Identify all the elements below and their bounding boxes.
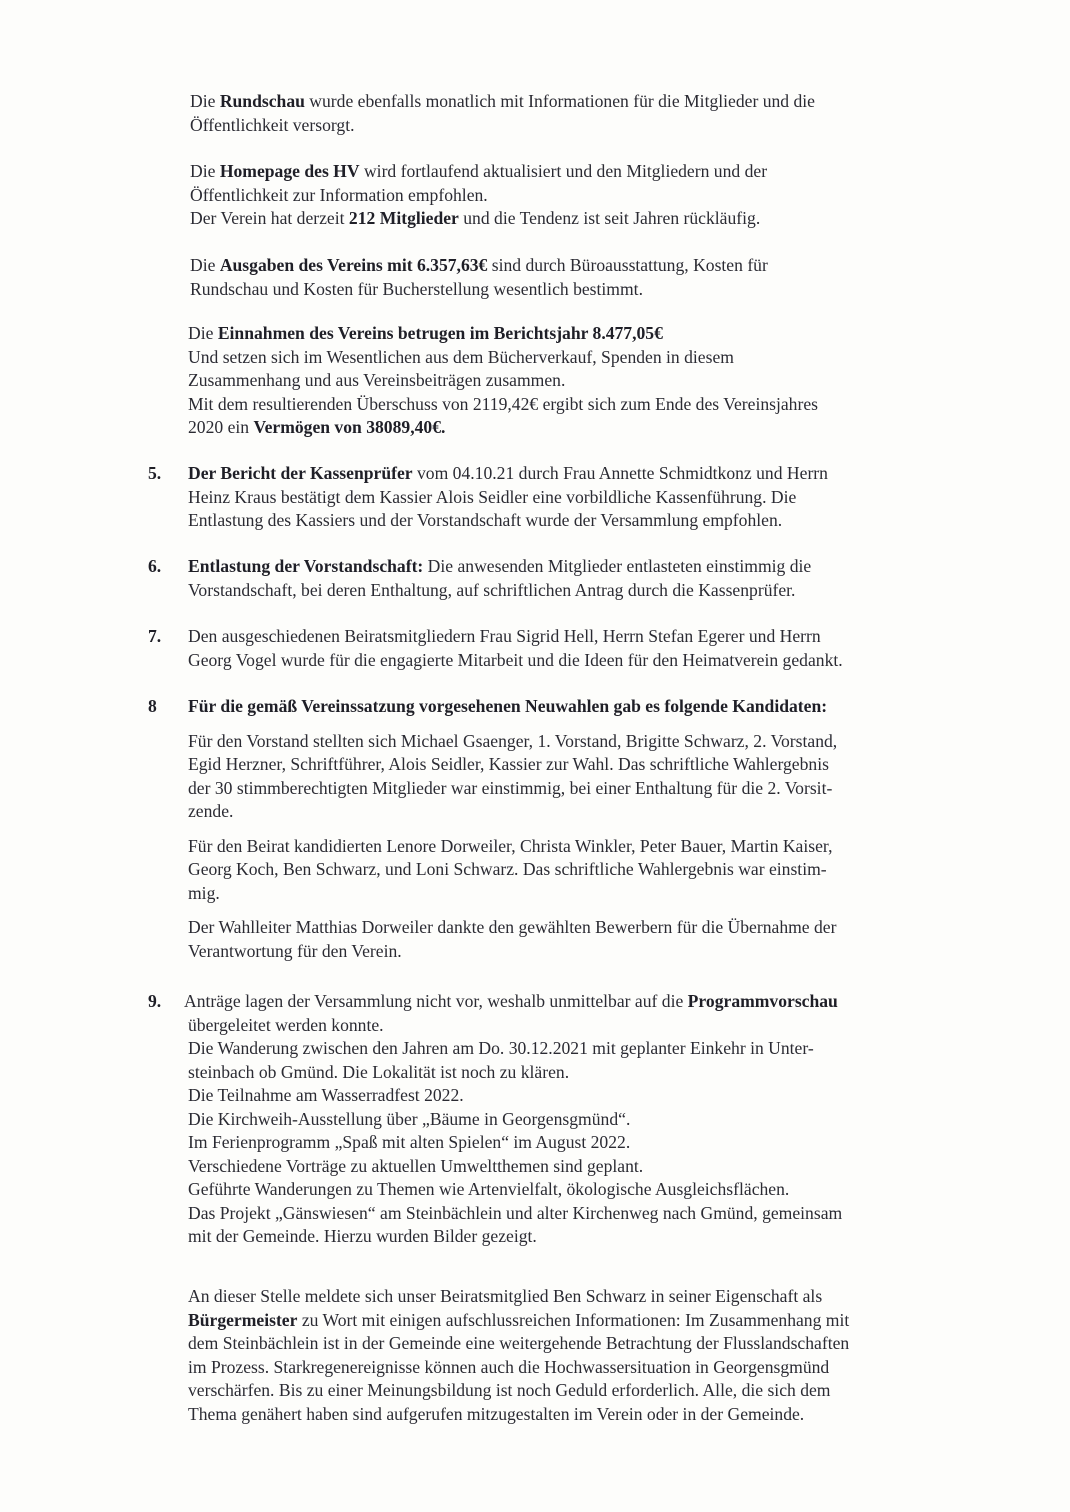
item-number-5: 5. [148,463,162,483]
item-5-kassenpruefer: Der Bericht der Kassenprüfer vom 04.10.21 durch Frau Annette Schmidtkonz und Herrn Heinz Kraus bestätigt dem Kassier Alois Seidler eine vorbildliche Kassenführung. Die Entlastung des Kassiers und der Vorstandschaft wurde der Versammlung empfohlen. [188,463,828,530]
item-9-programmvorschau: Anträge lagen der Versammlung nicht vor, weshalb unmittelbar auf die Programmvorschau [184,991,838,1011]
item-6-entlastung: Entlastung der Vorstandschaft: Die anwesenden Mitglieder entlasteten einstimmig die Vorstandschaft, bei deren Enthaltung, auf schriftlichen Antrag durch die Kassenprüfer. [188,556,812,600]
paragraph-einnahmen: Die Einnahmen des Vereins betrugen im Berichtsjahr 8.477,05€ Und setzen sich im Wesentlichen aus dem Bücherverkauf, Spenden in diesem Zusammenhang und aus Vereinsbeiträgen zusammen. Mit dem resultierenden Überschuss von 2119,42€ ergibt sich zum Ende des Vereinsjahres 2020 ein Vermögen von 38089,40€. [188,323,818,437]
item-9-programm-list: übergeleitet werden konnte. Die Wanderung zwischen den Jahren am Do. 30.12.2021 mit geplanter Einkehr in Unter- steinbach ob Gmünd. Die Lokalität ist noch zu klären. Die Teilnahme am Wasserradfest 2022. Die Kirchweih-Ausstellung über „Bäume in Georgensgmünd“. Im Ferienprogramm „Spaß mit alten Spielen“ im August 2022. Verschiedene Vorträge zu aktuellen Umweltthemen sind geplant. Geführte Wanderungen zu Themen wie Artenvielfalt, ökologische Ausgleichsflächen. Das Projekt „Gänswiesen“ am Steinbächlein und alter Kirchenweg nach Gmünd, gemeinsam mit der Gemeinde. Hierzu wurden Bilder gezeigt. [188,1014,843,1246]
paragraph-rundschau: Die Rundschau wurde ebenfalls monatlich mit Informationen für die Mitglieder und die Öffentlichkeit versorgt. [190,91,815,135]
item-8-neuwahlen: Für die gemäß Vereinssatzung vorgesehenen Neuwahlen gab es folgende Kandidaten: Für den Vorstand stellten sich Michael Gsaenger, 1. Vorstand, Brigitte Schwarz, 2. Vorstand, Egid Herzner, Schriftführer, Alois Seidler, Kassier zur Wahl. Das schriftliche Wahlergebnis der 30 stimmberechtigten Mitglieder war einstimmig, bei einer Enthaltung für die 2. Vorsit- zende. Für den Beirat kandidierten Lenore Dorweiler, Christa Winkler, Peter Bauer, Martin Kaiser, Georg Koch, Ben Schwarz, und Loni Schwarz. Das schriftliche Wahlergebnis war einstim- mig. Der Wahlleiter Matthias Dorweiler dankte den gewählten Bewerbern für die Übernahme der Verantwortung für den Verein. [188,696,838,961]
item-number-9: 9. [148,991,162,1011]
item-number-6: 6. [148,556,162,576]
paragraph-buergermeister: An dieser Stelle meldete sich unser Beiratsmitglied Ben Schwarz in seiner Eigenschaft als Bürgermeister zu Wort mit einigen aufschlussreichen Informationen: Im Zusammenhang mit dem Steinbächlein ist in der Gemeinde eine weitergehende Betrachtung der Flusslandschaften im Prozess. Starkregenereignisse können auch die Hochwassersituation in Georgensgmünd verschärfen. Bis zu einer Meinungsbildung ist noch Geduld erforderlich. Alle, die sich dem Thema genähert haben sind aufgerufen mitzugestalten im Verein oder in der Gemeinde. [188,1286,850,1424]
paragraph-ausgaben: Die Ausgaben des Vereins mit 6.357,63€ sind durch Büroausstattung, Kosten für Rundschau und Kosten für Bucherstellung wesentlich bestimmt. [190,255,768,299]
paragraph-homepage: Die Homepage des HV wird fortlaufend aktualisiert und den Mitgliedern und der Öffentlichkeit zur Information empfohlen. Der Verein hat derzeit 212 Mitglieder und die Tendenz ist seit Jahren rückläufig. [190,161,768,228]
item-number-8: 8 [148,696,157,716]
item-number-7: 7. [148,626,162,646]
item-7-beirat-ausgeschieden: Den ausgeschiedenen Beiratsmitgliedern Frau Sigrid Hell, Herrn Stefan Egerer und Herrn Georg Vogel wurde für die engagierte Mitarbeit und die Ideen für den Heimatverein gedankt. [188,626,843,670]
